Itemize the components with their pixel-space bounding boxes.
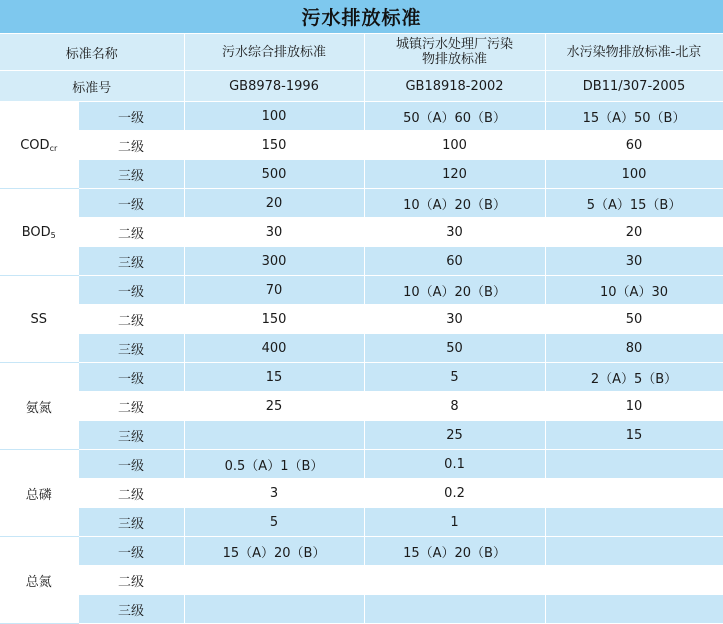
table-row xyxy=(0,479,723,508)
value-cell: 50（A）60（B） xyxy=(364,102,545,131)
grade-label: 三级 xyxy=(78,247,184,276)
value-cell: 5 xyxy=(364,363,545,392)
pollutant-label xyxy=(0,189,78,276)
value-cell: 30 xyxy=(184,218,364,247)
value-cell xyxy=(184,595,364,624)
table-row xyxy=(0,392,723,421)
value-cell: 5（A）15（B） xyxy=(545,189,723,218)
value-cell: 15（A）50（B） xyxy=(545,102,723,131)
header-row-codes xyxy=(0,71,723,102)
value-cell: 0.1 xyxy=(364,450,545,479)
value-cell: 1 xyxy=(364,508,545,537)
pollutant-label xyxy=(0,450,78,537)
pollutant-name: COD xyxy=(20,137,50,153)
pollutant-name: SS xyxy=(30,311,47,327)
value-cell: 50 xyxy=(364,334,545,363)
value-cell: 15 xyxy=(184,363,364,392)
pollutant-name: 总氮 xyxy=(25,574,52,590)
pollutant-label xyxy=(0,276,78,363)
pollutant-name: 总磷 xyxy=(25,487,52,503)
table-row xyxy=(0,131,723,160)
value-cell: 150 xyxy=(184,305,364,334)
value-cell: 8 xyxy=(364,392,545,421)
pollutant-name: BOD xyxy=(21,224,51,240)
grade-label: 二级 xyxy=(78,218,184,247)
pollutant-label xyxy=(0,537,78,624)
table-row xyxy=(0,102,723,131)
grade-label: 一级 xyxy=(78,189,184,218)
value-cell: 30 xyxy=(545,247,723,276)
table-row xyxy=(0,450,723,479)
std-name-db11: 水污染物排放标准-北京 xyxy=(545,34,723,71)
value-cell: 0.5（A）1（B） xyxy=(184,450,364,479)
value-cell: 15（A）20（B） xyxy=(364,537,545,566)
grade-label: 三级 xyxy=(78,334,184,363)
grade-label: 一级 xyxy=(78,537,184,566)
table-row xyxy=(0,595,723,624)
value-cell xyxy=(545,479,723,508)
grade-label: 一级 xyxy=(78,450,184,479)
value-cell: 80 xyxy=(545,334,723,363)
value-cell: 5 xyxy=(184,508,364,537)
value-cell: 10（A）20（B） xyxy=(364,276,545,305)
value-cell: 150 xyxy=(184,131,364,160)
value-cell xyxy=(364,566,545,595)
grade-label: 一级 xyxy=(78,102,184,131)
table-row xyxy=(0,247,723,276)
value-cell xyxy=(545,508,723,537)
value-cell xyxy=(545,566,723,595)
grade-label: 三级 xyxy=(78,421,184,450)
table-row xyxy=(0,305,723,334)
discharge-standards-table xyxy=(0,33,723,624)
std-code-gb8978: GB8978-1996 xyxy=(184,71,364,102)
std-name-label: 标准名称 xyxy=(0,34,184,71)
value-cell: 400 xyxy=(184,334,364,363)
pollutant-name: 氨氮 xyxy=(25,400,52,416)
value-cell: 70 xyxy=(184,276,364,305)
table-row xyxy=(0,363,723,392)
value-cell: 10（A）20（B） xyxy=(364,189,545,218)
std-name-gb8978: 污水综合排放标准 xyxy=(184,34,364,71)
value-cell: 25 xyxy=(184,392,364,421)
grade-label: 二级 xyxy=(78,392,184,421)
table-row xyxy=(0,566,723,595)
table-row xyxy=(0,537,723,566)
value-cell: 20 xyxy=(545,218,723,247)
value-cell xyxy=(545,537,723,566)
value-cell xyxy=(545,595,723,624)
std-name-gb18918: 城镇污水处理厂污染物排放标准 xyxy=(364,34,545,71)
value-cell: 100 xyxy=(545,160,723,189)
header-row-names xyxy=(0,34,723,71)
grade-label: 三级 xyxy=(78,160,184,189)
grade-label: 二级 xyxy=(78,131,184,160)
table-row xyxy=(0,508,723,537)
value-cell: 60 xyxy=(364,247,545,276)
value-cell: 20 xyxy=(184,189,364,218)
value-cell xyxy=(545,450,723,479)
value-cell: 50 xyxy=(545,305,723,334)
value-cell: 30 xyxy=(364,305,545,334)
grade-label: 二级 xyxy=(78,566,184,595)
value-cell xyxy=(184,566,364,595)
value-cell xyxy=(364,595,545,624)
pollutant-label xyxy=(0,363,78,450)
grade-label: 二级 xyxy=(78,305,184,334)
grade-label: 一级 xyxy=(78,363,184,392)
grade-label: 二级 xyxy=(78,479,184,508)
table-row xyxy=(0,189,723,218)
pollutant-subscript: cr xyxy=(49,143,58,153)
value-cell: 15 xyxy=(545,421,723,450)
grade-label: 一级 xyxy=(78,276,184,305)
std-no-label: 标准号 xyxy=(0,71,184,102)
value-cell: 300 xyxy=(184,247,364,276)
value-cell: 10 xyxy=(545,392,723,421)
value-cell: 30 xyxy=(364,218,545,247)
table-row xyxy=(0,218,723,247)
value-cell: 60 xyxy=(545,131,723,160)
table-row xyxy=(0,334,723,363)
value-cell: 100 xyxy=(364,131,545,160)
pollutant-subscript: 5 xyxy=(50,230,56,240)
value-cell: 2（A）5（B） xyxy=(545,363,723,392)
value-cell: 15（A）20（B） xyxy=(184,537,364,566)
value-cell: 100 xyxy=(184,102,364,131)
value-cell: 120 xyxy=(364,160,545,189)
table-title: 污水排放标准 xyxy=(0,0,723,33)
value-cell: 3 xyxy=(184,479,364,508)
value-cell: 500 xyxy=(184,160,364,189)
value-cell: 10（A）30 xyxy=(545,276,723,305)
std-code-db11: DB11/307-2005 xyxy=(545,71,723,102)
pollutant-label xyxy=(0,102,78,189)
grade-label: 三级 xyxy=(78,508,184,537)
value-cell: 25 xyxy=(364,421,545,450)
table-row xyxy=(0,276,723,305)
table-row xyxy=(0,160,723,189)
value-cell: 0.2 xyxy=(364,479,545,508)
table-row xyxy=(0,421,723,450)
value-cell xyxy=(184,421,364,450)
grade-label: 三级 xyxy=(78,595,184,624)
std-code-gb18918: GB18918-2002 xyxy=(364,71,545,102)
